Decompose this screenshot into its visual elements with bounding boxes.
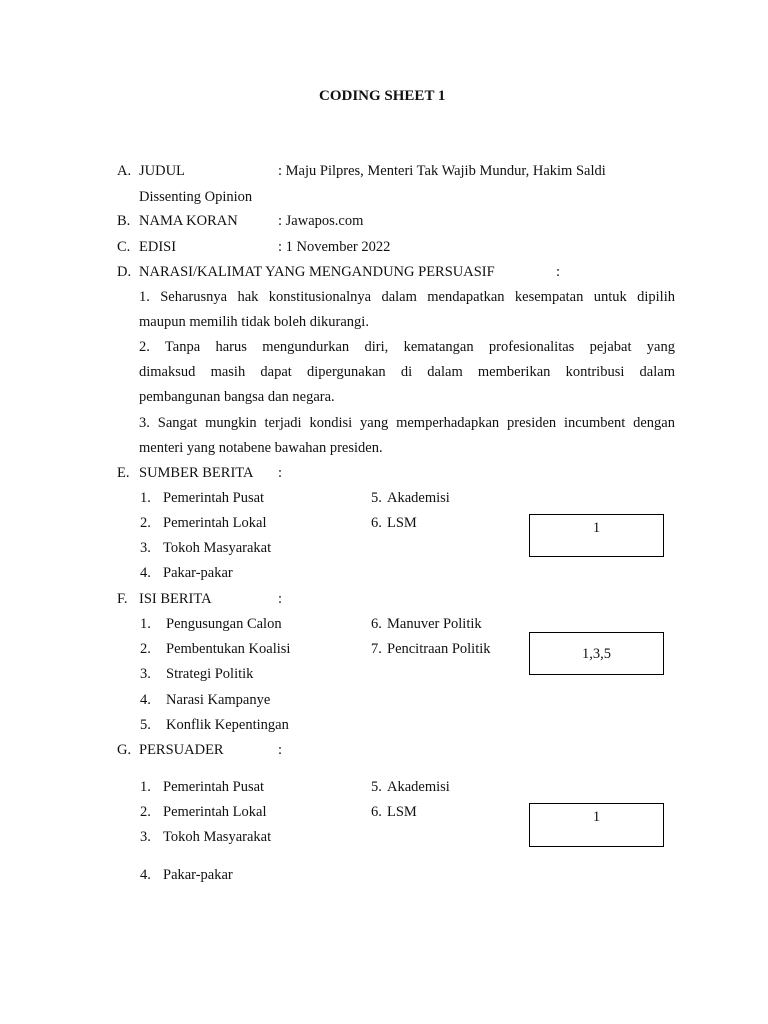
isi-option-num: 1. [140, 616, 151, 632]
narasi-item-2-line-3: pembangunan bangsa dan negara. [139, 389, 335, 405]
sumber-option-num: 5. [371, 490, 382, 506]
section-f-letter: F. [117, 591, 128, 607]
isi-option-num: 2. [140, 641, 151, 657]
isi-option-text: Narasi Kampanye [166, 692, 271, 708]
sumber-answer-value: 1 [592, 520, 601, 536]
persuader-option-num: 4. [140, 867, 151, 883]
persuader-option-num: 2. [140, 804, 151, 820]
persuader-option-num: 5. [371, 779, 382, 795]
persuader-option-text: Pemerintah Pusat [163, 779, 265, 795]
section-e-colon: : [278, 465, 283, 481]
section-b-value: : Jawapos.com [278, 213, 364, 229]
section-a-value-cont: Dissenting Opinion [139, 189, 253, 205]
persuader-option-text: Akademisi [387, 779, 450, 795]
isi-option-num: 5. [140, 717, 151, 733]
section-e-label: SUMBER BERITA [139, 465, 254, 481]
persuader-option-text: LSM [387, 804, 417, 820]
section-d-letter: D. [117, 264, 132, 280]
isi-option-text: Strategi Politik [166, 666, 254, 682]
sumber-option-text: Pemerintah Lokal [163, 515, 267, 531]
sumber-option-text: Akademisi [387, 490, 450, 506]
sumber-option-num: 3. [140, 540, 151, 556]
narasi-item-3-line-2: menteri yang notabene bawahan presiden. [139, 440, 383, 456]
section-g-letter: G. [117, 742, 132, 758]
isi-option-text: Manuver Politik [387, 616, 482, 632]
isi-option-num: 7. [371, 641, 382, 657]
section-d-label: NARASI/KALIMAT YANG MENGANDUNG PERSUASIF [139, 264, 495, 280]
section-f-label: ISI BERITA [139, 591, 212, 607]
section-c-value: : 1 November 2022 [278, 239, 391, 255]
section-b-label: NAMA KORAN [139, 213, 238, 229]
isi-answer-box [529, 632, 664, 675]
sumber-option-num: 4. [140, 565, 151, 581]
section-a-letter: A. [117, 163, 132, 179]
section-a-label: JUDUL [139, 163, 185, 179]
persuader-option-num: 3. [140, 829, 151, 845]
sumber-option-text: LSM [387, 515, 417, 531]
persuader-option-num: 1. [140, 779, 151, 795]
isi-option-num: 4. [140, 692, 151, 708]
sumber-option-text: Pakar-pakar [163, 565, 233, 581]
narasi-item-1-line-1: 1. Seharusnya hak konstitusionalnya dalam mendapatkan kesempatan untuk dipilih [139, 289, 675, 305]
sumber-option-num: 1. [140, 490, 151, 506]
isi-option-num: 3. [140, 666, 151, 682]
narasi-item-2-line-2: dimaksud masih dapat dipergunakan di dalam memberikan kontribusi dalam [139, 364, 675, 380]
section-b-letter: B. [117, 213, 131, 229]
section-c-letter: C. [117, 239, 131, 255]
sumber-option-text: Tokoh Masyarakat [163, 540, 272, 556]
sumber-option-text: Pemerintah Pusat [163, 490, 265, 506]
isi-option-text: Konflik Kepentingan [166, 717, 289, 733]
sumber-answer-box [529, 514, 664, 557]
isi-answer-value: 1,3,5 [582, 646, 611, 662]
isi-option-text: Pengusungan Calon [166, 616, 282, 632]
sumber-option-num: 2. [140, 515, 151, 531]
page-title: CODING SHEET 1 [319, 88, 446, 104]
persuader-option-text: Pakar-pakar [163, 867, 233, 883]
section-d-colon: : [556, 264, 561, 280]
isi-option-text: Pencitraan Politik [387, 641, 491, 657]
persuader-option-num: 6. [371, 804, 382, 820]
persuader-option-text: Tokoh Masyarakat [163, 829, 272, 845]
isi-option-text: Pembentukan Koalisi [166, 641, 291, 657]
isi-option-num: 6. [371, 616, 382, 632]
section-a-value: : Maju Pilpres, Menteri Tak Wajib Mundur, Hakim Saldi [278, 163, 606, 179]
sumber-option-num: 6. [371, 515, 382, 531]
narasi-item-2-line-1: 2. Tanpa harus mengundurkan diri, kematangan profesionalitas pejabat yang [139, 339, 675, 355]
narasi-item-1-line-2: maupun memilih tidak boleh dikurangi. [139, 314, 369, 330]
persuader-answer-value: 1 [592, 809, 601, 825]
section-c-label: EDISI [139, 239, 177, 255]
persuader-answer-box [529, 803, 664, 847]
persuader-option-text: Pemerintah Lokal [163, 804, 267, 820]
section-f-colon: : [278, 591, 283, 607]
section-g-colon: : [278, 742, 283, 758]
section-e-letter: E. [117, 465, 130, 481]
section-g-label: PERSUADER [139, 742, 224, 758]
narasi-item-3-line-1: 3. Sangat mungkin terjadi kondisi yang memperhadapkan presiden incumbent dengan [139, 415, 675, 431]
